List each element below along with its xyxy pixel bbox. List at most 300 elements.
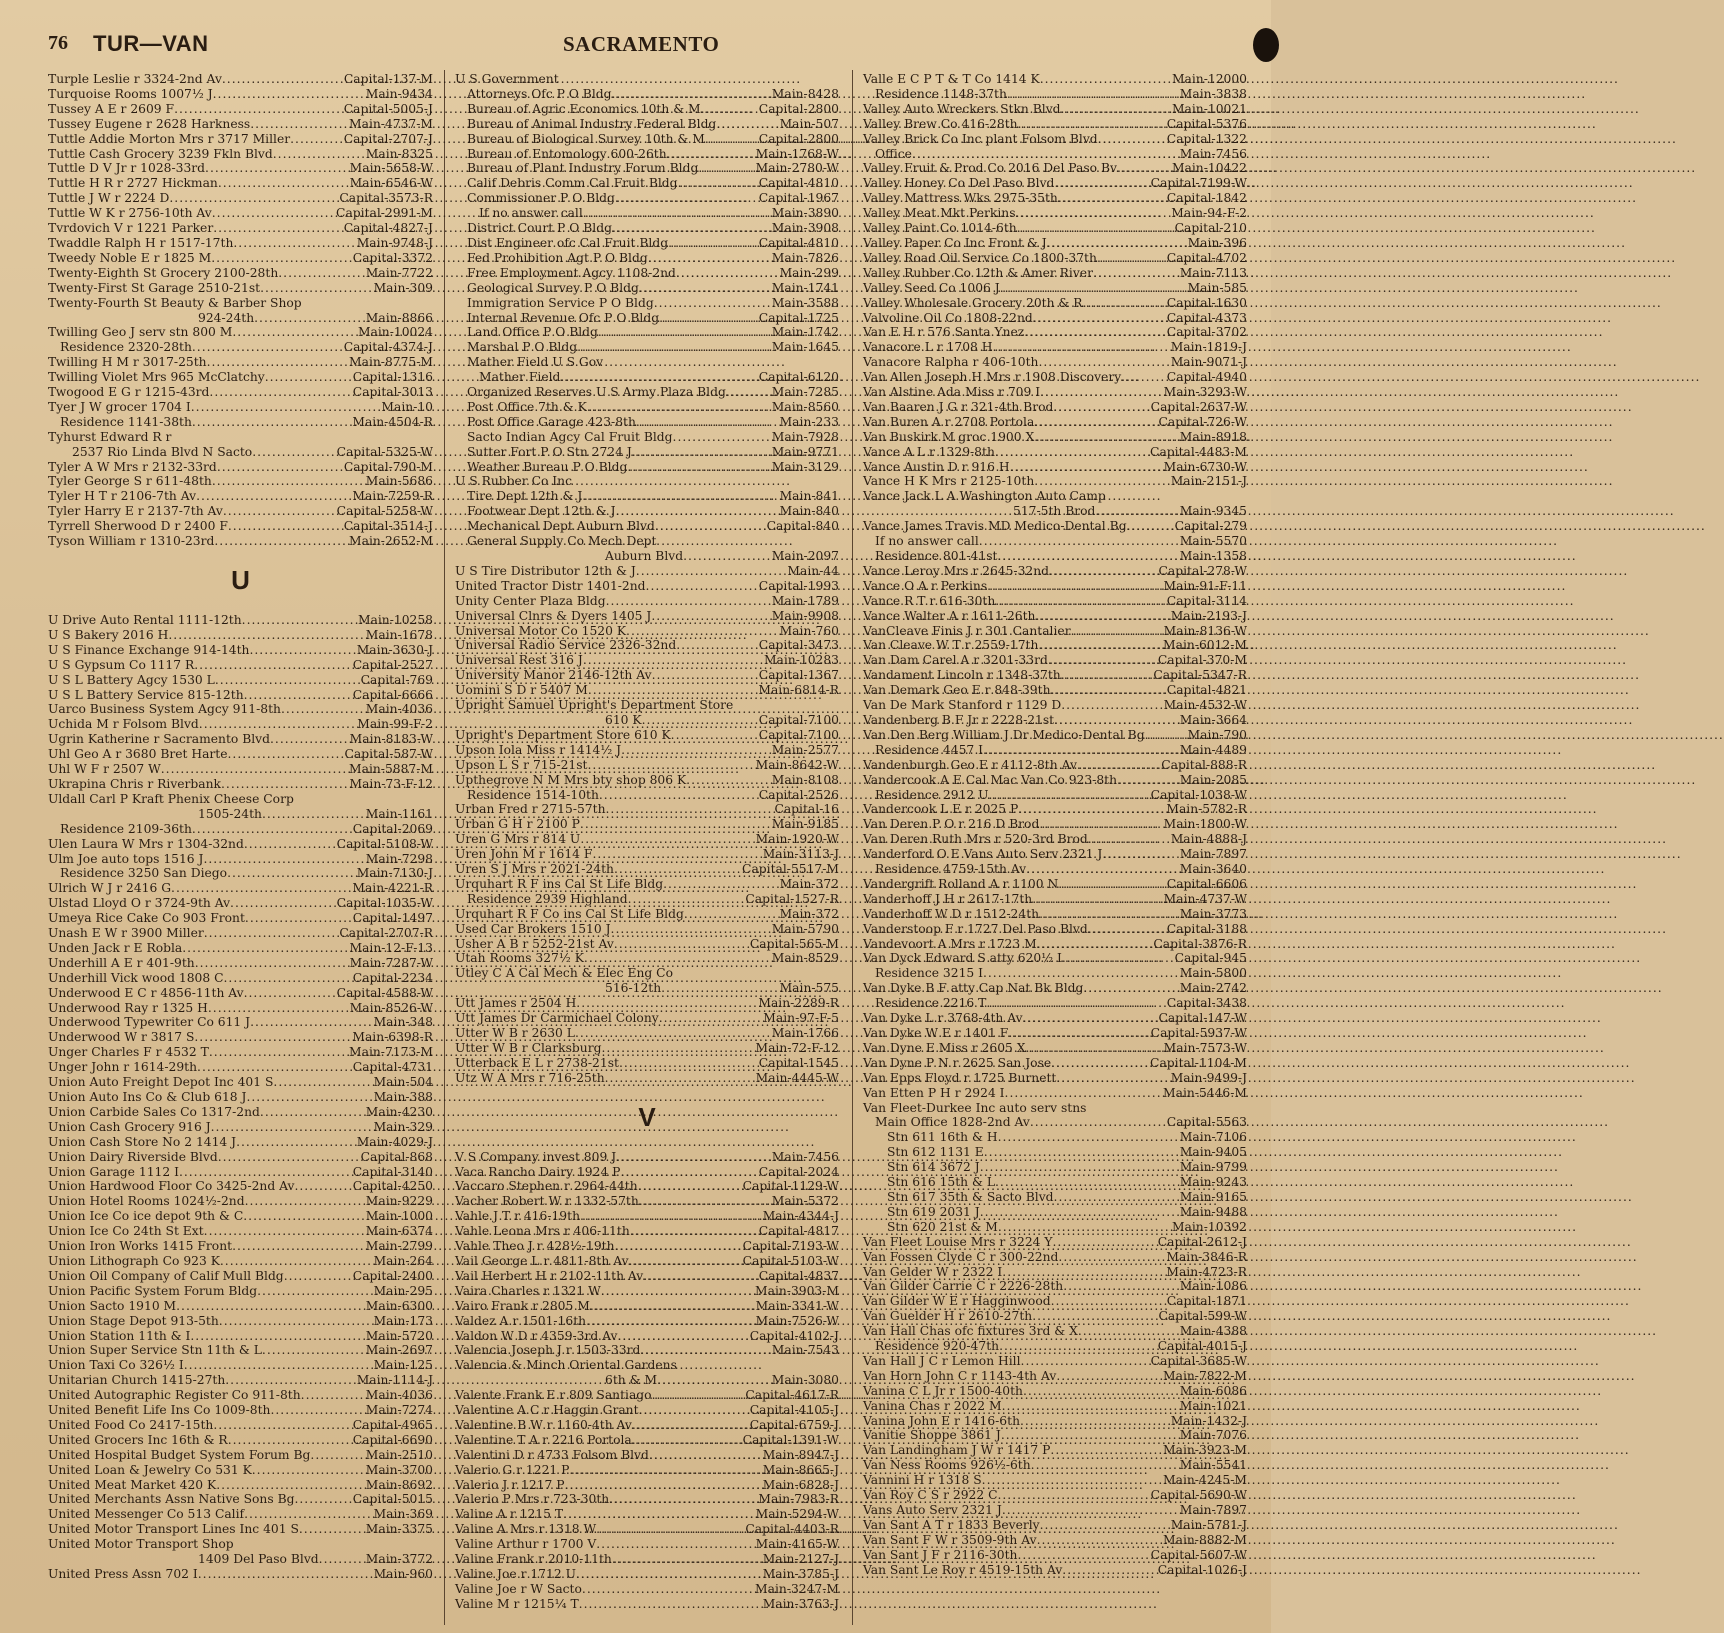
leader-dots	[667, 147, 756, 162]
listing-entry	[48, 489, 433, 504]
listing-entry	[48, 1045, 433, 1060]
listing-name: Vanitie Shoppe 3861 J	[863, 1428, 1001, 1443]
listing-entry	[863, 1503, 1247, 1518]
listing-entry	[48, 1179, 433, 1194]
listing-entry	[455, 907, 839, 922]
phone-number: Main-9229	[365, 1194, 433, 1209]
listing-entry	[863, 966, 1247, 981]
phone-number: Capital-2800	[758, 101, 839, 116]
listing-entry	[48, 881, 433, 896]
listing-name: Ukrapina Chris r Riverbank	[48, 776, 222, 791]
listing-entry	[455, 191, 839, 206]
leader-dots	[588, 683, 759, 698]
listing-name: Valerio G r 1221 P	[455, 1462, 570, 1477]
phone-number: Main-7897	[1179, 847, 1247, 862]
leader-dots	[615, 191, 759, 206]
listing-entry	[863, 1414, 1247, 1429]
listing-name: Valley Meat Mkt Perkins	[863, 206, 1016, 221]
listing-name: Union Taxi Co 326½ I	[48, 1358, 184, 1373]
leader-dots	[1040, 72, 1172, 87]
listing-name: Mather Field	[479, 370, 561, 385]
listing-name: Twilling Geo J serv stn 800 M	[48, 325, 233, 340]
phone-number: Main-3903-M	[755, 1283, 839, 1298]
listing-entry	[455, 981, 839, 996]
phone-number: Main-8325	[365, 146, 433, 161]
listing-entry	[48, 281, 433, 296]
listing-name: Van Hall Chas ofc fixtures 3rd & X	[863, 1324, 1078, 1339]
leader-dots	[223, 504, 337, 519]
leader-dots	[219, 1314, 374, 1329]
leader-dots	[1071, 624, 1164, 639]
phone-number: Main-7130-J	[356, 866, 433, 881]
listing-entry	[48, 1358, 433, 1373]
listing-name: Vanina John E r 1416-6th	[863, 1413, 1020, 1428]
listing-entry	[863, 981, 1247, 996]
leader-dots	[639, 1403, 750, 1418]
listing-entry	[863, 72, 1247, 87]
listing-entry	[863, 996, 1247, 1011]
phone-number: Capital-3473	[758, 638, 839, 653]
listing-heading: Van Fleet-Durkee Inc auto serv stns	[863, 1100, 1087, 1115]
listing-entry	[863, 1145, 1247, 1160]
phone-number: Capital-4817	[758, 1224, 839, 1239]
listing-name: District Court P O Bldg	[467, 221, 612, 236]
listing-entry	[863, 788, 1247, 803]
listing-entry	[455, 1056, 839, 1071]
leader-dots	[576, 1567, 763, 1582]
listing-entry	[455, 1150, 839, 1165]
leader-dots	[211, 251, 353, 266]
phone-number: Main-7113	[1179, 265, 1247, 280]
listing-entry	[863, 355, 1247, 370]
listing-name: Vaca Rancho Dairy 1924 P	[455, 1164, 621, 1179]
listing-name: United Grocers Inc 16th & R	[48, 1432, 228, 1447]
leader-dots	[601, 1284, 755, 1299]
phone-number: Capital-1842	[1166, 191, 1247, 206]
listing-name: Ulen Laura W Mrs r 1304-32nd	[48, 836, 244, 851]
leader-dots	[228, 519, 344, 534]
phone-number: Main-8136-W	[1163, 623, 1247, 638]
leader-dots	[1040, 1518, 1171, 1533]
listing-entry	[455, 1179, 839, 1194]
listing-entry	[48, 266, 433, 281]
leader-dots	[176, 1299, 366, 1314]
phone-number: Main-841	[779, 489, 839, 504]
listing-entry	[863, 191, 1247, 206]
phone-number: Main-1768-W	[755, 146, 839, 161]
leader-dots	[290, 132, 344, 147]
listing-name: Residence 2320-28th	[60, 340, 192, 355]
listing-name: Van Sant J F r 2116-30th	[863, 1547, 1018, 1562]
phone-number: Main-3846-R	[1166, 1249, 1247, 1264]
listing-name: Van Baaren J G r 321-4th Brod	[863, 399, 1054, 414]
page-range: TUR—VAN	[93, 31, 209, 56]
phone-number: Main-10258	[357, 613, 433, 627]
listing-entry	[48, 658, 433, 673]
listing-entry	[455, 1403, 839, 1418]
listing-name: Valine Joe r 1712 U	[455, 1567, 576, 1581]
listing-entry	[48, 777, 433, 792]
listing-entry	[48, 1120, 433, 1135]
listing-entry	[455, 847, 839, 862]
leader-dots	[211, 1120, 374, 1135]
listing-name: Union Super Service Stn 11th & L	[48, 1343, 262, 1358]
listing-entry	[48, 926, 433, 941]
listing-name: Union Ice Co ice depot 9th & C	[48, 1209, 244, 1224]
listing-name: Vanacore L r 1708 H	[863, 340, 993, 355]
listing-entry	[48, 400, 433, 415]
listing-entry	[455, 1209, 839, 1224]
phone-number: Main-9071-J	[1170, 355, 1247, 370]
listing-name: Vance A L r 1329-8th	[863, 444, 995, 459]
listing-entry	[455, 340, 839, 355]
leader-dots	[636, 564, 788, 579]
listing-heading: Mather Field U S Gov	[467, 355, 604, 370]
phone-number: Main-1678	[365, 627, 433, 642]
phone-number: Capital-945	[1174, 951, 1247, 966]
listing-name: Main Office 1828-2nd Av	[875, 1115, 1030, 1130]
phone-number: Main-2697	[365, 1343, 433, 1358]
leader-dots	[245, 1194, 366, 1209]
phone-number: Main-575	[779, 981, 839, 996]
phone-number: Capital-5103-W	[742, 1253, 839, 1268]
phone-number: Main-8428	[771, 86, 839, 101]
phone-number: Main-760	[779, 623, 839, 638]
listing-entry	[455, 370, 839, 385]
leader-dots	[192, 822, 353, 837]
leader-dots	[1049, 564, 1158, 579]
listing-name: Union Auto Ins Co & Club 618 J	[48, 1090, 247, 1104]
phone-number: Main-4245-M	[1163, 1473, 1247, 1488]
phone-number: Capital-868	[360, 1149, 433, 1164]
leader-dots	[161, 762, 349, 777]
listing-entry	[48, 147, 433, 162]
phone-number: Capital-5258-W	[336, 504, 433, 519]
listing-entry	[455, 549, 839, 564]
listing-name: Vanderford O E Vans Auto Serv 2321 J	[863, 847, 1103, 862]
leader-dots	[1000, 281, 1188, 296]
leader-dots	[252, 445, 336, 460]
listing-entry	[48, 822, 433, 837]
listing-name: U S Bakery 2016 H	[48, 627, 169, 642]
listing-name: Uchida M r Folsom Blvd	[48, 717, 199, 732]
listing-entry	[863, 281, 1247, 296]
leader-dots	[244, 688, 353, 703]
listing-entry	[863, 1548, 1247, 1563]
listing-entry	[455, 489, 839, 504]
phone-number: Main-840	[779, 504, 839, 519]
listing-name: Vans Auto Serv 2321 J	[863, 1503, 1002, 1517]
listing-entry	[48, 460, 433, 475]
phone-number: Capital-1129-W	[742, 1179, 839, 1194]
listing-name: Twogood E G r 1215-43rd	[48, 385, 210, 400]
leader-dots	[651, 609, 771, 624]
phone-number: Main-3129	[771, 459, 839, 474]
listing-entry	[863, 1279, 1247, 1294]
leader-dots	[262, 1343, 366, 1358]
leader-dots	[1031, 1458, 1180, 1473]
phone-number: Main-91-F-11	[1163, 578, 1247, 593]
listing-entry	[455, 802, 839, 817]
listing-name: Van Dam Carel A r 3201-33rd	[863, 653, 1048, 668]
phone-number: Capital-1322	[1166, 131, 1247, 146]
phone-number: Main-5658-W	[349, 161, 433, 176]
listing-name: Residence 801-41st	[875, 549, 998, 563]
leader-dots	[659, 1011, 764, 1026]
listing-name: Uomini S D r 5407 M	[455, 683, 588, 698]
phone-number: Capital-3013	[352, 385, 433, 400]
listing-entry	[455, 1011, 839, 1026]
listing-name: Utt James Dr Carmichael Colony	[455, 1011, 659, 1026]
phone-number: Capital-4827-J	[343, 221, 433, 236]
listing-name: Ulstad Lloyd O r 3724-9th Av	[48, 896, 231, 911]
listing-name: United Food Co 2417-15th	[48, 1417, 214, 1432]
phone-number: Main-10392	[1171, 1219, 1247, 1234]
phone-number: Main-3664	[1179, 712, 1247, 727]
listing-name: Vahle Theo J r 428½-19th	[455, 1239, 615, 1254]
listing-name: Van Sant Le Roy r 4519-15th Av	[863, 1562, 1063, 1577]
leader-dots	[273, 147, 366, 162]
listing-entry	[863, 445, 1247, 460]
listing-entry	[863, 594, 1247, 609]
phone-number: Main-585	[1187, 280, 1247, 295]
listing-entry	[863, 1086, 1247, 1101]
phone-number: Main-4737-M	[349, 116, 433, 131]
phone-number: Capital-2400	[352, 1268, 433, 1283]
listing-entry	[455, 504, 839, 519]
leader-dots	[174, 102, 344, 117]
leader-dots	[204, 1224, 366, 1239]
leader-dots	[1121, 370, 1167, 385]
leader-dots	[612, 87, 772, 102]
leader-dots	[195, 956, 350, 971]
phone-number: Main-7573-W	[1163, 1040, 1247, 1055]
leader-dots	[676, 266, 780, 281]
listing-name: Van Deren P O r 216 D Brod	[863, 817, 1040, 832]
listing-name: Valine Joe r W Sacto	[455, 1581, 582, 1596]
leader-dots	[284, 1269, 353, 1284]
listing-entry	[455, 773, 839, 788]
leader-dots	[632, 445, 772, 460]
leader-dots	[1127, 519, 1175, 534]
listing-entry	[48, 415, 433, 430]
phone-number: Capital-2069	[352, 821, 433, 836]
listing-name: Valerio P Mrs r 723-30th	[455, 1492, 610, 1507]
phone-number: Main-7259-R	[352, 489, 433, 504]
listing-entry	[48, 1314, 433, 1329]
phone-number: Main-7173-M	[349, 1045, 433, 1060]
leader-dots	[980, 1160, 1180, 1175]
listing-entry	[863, 325, 1247, 340]
listing-name: Office	[875, 146, 912, 161]
leader-dots	[609, 1492, 758, 1507]
phone-number: Main-2151-J	[1170, 474, 1247, 489]
leader-dots	[182, 941, 349, 956]
leader-dots	[615, 1239, 743, 1254]
leader-dots	[646, 579, 759, 594]
listing-entry	[48, 702, 433, 717]
leader-dots	[639, 281, 772, 296]
phone-number: Capital-2707-J	[343, 131, 433, 146]
leader-dots	[565, 1478, 763, 1493]
phone-number: Main-5790	[771, 921, 839, 936]
listing-entry	[863, 1533, 1247, 1548]
leader-dots	[220, 1254, 374, 1269]
phone-number: Capital-3140	[352, 1164, 433, 1179]
listing-entry	[455, 385, 839, 400]
listing-entry	[455, 311, 839, 326]
leader-dots	[1005, 1086, 1163, 1101]
leader-dots	[1037, 937, 1154, 952]
listing-name: U S Gypsum Co 1117 R	[48, 657, 195, 672]
listing-entry	[455, 564, 839, 579]
listing-name: Tuttle Addie Morton Mrs r 3717 Miller	[48, 131, 291, 146]
phone-number: Capital-1367	[758, 668, 839, 683]
phone-number: Main-9488	[1179, 1204, 1247, 1219]
listing-name: Tyrrell Sherwood D r 2400 F	[48, 519, 228, 534]
phone-number: Main-504	[373, 1075, 433, 1090]
listing-name: Union Pacific System Forum Bldg	[48, 1283, 258, 1298]
leader-dots	[218, 176, 350, 191]
listing-name: United Press Assn 702 I	[48, 1567, 198, 1581]
listing-entry	[863, 1115, 1247, 1130]
leader-dots	[584, 951, 772, 966]
phone-number: Capital-1527-R	[745, 891, 839, 906]
leader-dots	[599, 788, 759, 803]
leader-dots	[632, 1433, 743, 1448]
listing-name: Stn 611 16th & H	[887, 1130, 998, 1145]
leader-dots	[191, 400, 382, 415]
listing-name: Tweedy Noble E r 1825 M	[48, 250, 212, 265]
section-letter: U	[231, 565, 250, 595]
leader-dots	[992, 340, 1170, 355]
listing-entry	[863, 1458, 1247, 1473]
listing-name: Stn 614 3672 J	[887, 1160, 980, 1175]
leader-dots	[197, 1060, 353, 1075]
listing-entry	[455, 1343, 839, 1358]
leader-dots	[1002, 1399, 1180, 1414]
listing-entry	[48, 1522, 433, 1537]
phone-number: Main-295	[373, 1283, 433, 1298]
listing-name: Van Fleet Louise Mrs r 3224 Y	[863, 1234, 1053, 1249]
listing-entry	[863, 1056, 1247, 1071]
leader-dots	[642, 713, 759, 728]
listing-name: United Messenger Co 513 Calif	[48, 1507, 245, 1522]
phone-number: Capital-4373	[1166, 310, 1247, 325]
listing-name: Van Dyke B F atty Cap Nat Bk Bldg	[863, 981, 1084, 996]
phone-number: Capital-4731	[352, 1060, 433, 1075]
listing-entry	[48, 445, 433, 460]
leader-dots	[614, 937, 750, 952]
listing-name: Van Etten P H r 2924 I	[863, 1085, 1005, 1100]
leader-dots	[1097, 251, 1167, 266]
listing-name: Vandenberg B F Jr r 2228-21st	[863, 712, 1055, 727]
leader-dots	[1020, 1414, 1171, 1429]
listing-name: Vanina Chas r 2022 M	[863, 1398, 1002, 1413]
leader-dots	[989, 788, 1151, 803]
phone-number: Capital-2234	[352, 970, 433, 985]
phone-number: Main-3772	[365, 1552, 433, 1567]
listing-name: United Merchants Assn Native Sons Bg	[48, 1492, 295, 1507]
listing-name: Vaccaro Stephen r 2964-44th	[455, 1179, 638, 1194]
listing-entry	[48, 1418, 433, 1433]
listing-entry	[863, 1309, 1247, 1324]
listing-entry	[455, 1239, 839, 1254]
listing-entry	[48, 807, 433, 822]
listing-entry	[455, 594, 839, 609]
phone-number: Capital-4102-J	[749, 1328, 839, 1343]
phone-number: Capital-1391-W	[742, 1432, 839, 1447]
phone-number: Capital-565-M	[749, 936, 839, 951]
leader-dots	[1077, 758, 1161, 773]
phone-number: Capital-4105-J	[749, 1403, 839, 1418]
leader-dots	[582, 1582, 755, 1597]
phone-number: Main-2097	[771, 549, 839, 563]
leader-dots	[1023, 1384, 1180, 1399]
phone-number: Capital-2024	[758, 1164, 839, 1179]
phone-number: Capital-278-W	[1158, 563, 1247, 578]
leader-dots	[1083, 981, 1179, 996]
leader-dots	[617, 1329, 749, 1344]
listing-entry	[455, 236, 839, 251]
leader-dots	[577, 340, 772, 355]
listing-name: Utah Rooms 327½ K	[455, 951, 584, 966]
phone-number: Main-3341-W	[755, 1298, 839, 1313]
leader-dots	[1062, 951, 1175, 966]
phone-number: Main-348	[373, 1015, 433, 1030]
leader-dots	[583, 653, 764, 668]
listing-name: Union Garage 1112 I	[48, 1164, 179, 1179]
leader-dots	[208, 1001, 350, 1016]
listing-name: 610 K	[605, 712, 642, 727]
leader-dots	[640, 1343, 771, 1358]
phone-number: Main-3247-M	[755, 1581, 839, 1596]
listing-name: Post Office 7th & K	[467, 399, 587, 414]
listing-entry	[863, 862, 1247, 877]
phone-number: Capital-4617-R	[745, 1388, 839, 1403]
city-title: SACRAMENTO	[563, 32, 720, 56]
leader-dots	[1037, 1533, 1163, 1548]
phone-number: Main-10	[381, 399, 433, 414]
leader-dots	[1062, 1563, 1157, 1578]
phone-number: Main-5541	[1179, 1458, 1247, 1473]
phone-number: Capital-7193-W	[742, 1239, 839, 1254]
listing-name: Underwood Typewriter Co 611 J	[48, 1015, 251, 1030]
phone-number: Capital-210	[1174, 221, 1247, 236]
leader-dots	[684, 907, 780, 922]
listing-name: Tuttle W K r 2756-10th Av	[48, 206, 212, 221]
leader-dots	[1016, 206, 1172, 221]
leader-dots	[319, 1552, 366, 1567]
listing-entry	[455, 415, 839, 430]
listing-entry	[455, 161, 839, 176]
phone-number: Capital-769	[360, 672, 433, 687]
leader-dots	[1056, 1071, 1170, 1086]
listing-entry	[48, 1150, 433, 1165]
listing-name: Immigration Service P O Bldg	[467, 295, 654, 310]
phone-number: Main-2510	[365, 1447, 433, 1462]
listing-entry	[455, 728, 839, 743]
listing-entry	[455, 1165, 839, 1180]
leader-dots	[216, 1478, 366, 1493]
phone-number: Main-44	[787, 563, 839, 578]
listing-entry	[863, 534, 1247, 549]
listing-name: University Manor 2146-12th Av	[455, 668, 652, 683]
listing-name: Union Ice Co 24th St Ext	[48, 1224, 204, 1239]
leader-dots	[194, 658, 353, 673]
listing-name: Post Office Garage 423-8th	[467, 414, 636, 429]
leader-dots	[1039, 817, 1163, 832]
